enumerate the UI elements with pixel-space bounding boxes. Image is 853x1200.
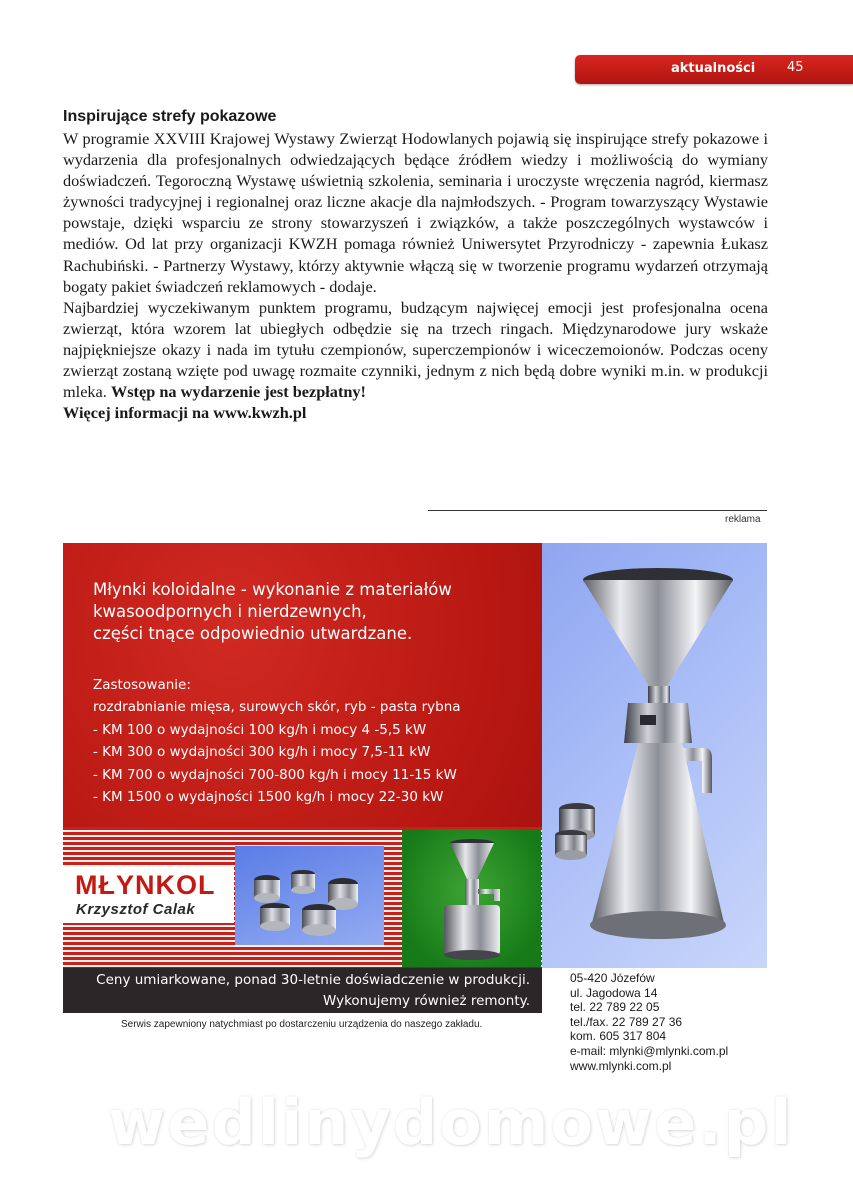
article-paragraph-2 xyxy=(63,297,768,402)
ad-label: reklama xyxy=(725,514,761,525)
usage-title: Zastosowanie: xyxy=(93,677,191,693)
advertisement xyxy=(63,543,767,1013)
contact-mobile: kom. 605 317 804 xyxy=(570,1029,667,1044)
ad-headline-line: Młynki koloidalne - wykonanie z materiałów xyxy=(93,580,452,599)
section-name: aktualności xyxy=(671,61,756,76)
logo-name: MŁYNKOL xyxy=(75,870,216,900)
model-item: - KM 100 o wydajności 100 kg/h i mocy 4 -5,5 kW xyxy=(93,721,427,738)
contact-street: ul. Jagodowa 14 xyxy=(570,985,658,1000)
ad-headline xyxy=(93,579,513,645)
machine-photo xyxy=(542,543,767,968)
section-header-tab xyxy=(575,55,853,84)
logo-owner: Krzysztof Calak xyxy=(76,901,196,918)
model-item: - KM 1500 o wydajności 1500 kg/h i mocy 22-30 kW xyxy=(93,789,444,806)
contact-email[interactable]: e-mail: mlynki@mlynki.com.pl xyxy=(570,1043,729,1058)
service-note: Serwis zapewniony natychmiast po dostarczeniu urządzenia do naszego zakładu. xyxy=(121,1019,483,1030)
ad-specifications xyxy=(93,674,523,808)
contact-block xyxy=(570,971,728,1073)
article-paragraph-2-text: Najbardziej wyczekiwanym punktem programu, budzącym najwięcej emocji jest profesjonalna ocena zwierząt, która wzorem lat ubiegłych odbędzie się na trzech ringach. Międzynarodowe jury wskaże najpiękniejsze okazy i nada im tytułu czempionów, superczempionów i wiceczemoionów. Podczas oceny zwierząt zostaną wzięte pod uwagę rozmaite czynniki, jednym z nich będą dobre wyniki m.in. w produkcji mleka. xyxy=(63,297,768,402)
article-paragraph-1: W programie XXVIII Krajowej Wystawy Zwierząt Hodowlanych pojawią się inspirujące strefy pokazowe i wydarzenia dla profesjonalnych odwiedzających będące źródłem wiedzy i możliwością do wymiany doświadczeń. Tegoroczną Wystawę uświetnią szkolenia, seminaria i uroczyste wręczenia nagród, kiermasz żywności tradycyjnej i regionalnej oraz liczne akacje dla najmłodszych. - Program towarzyszący Wystawie powstaje, dzięki wsparciu ze strony stowarzyszeń i związków, a także poszczególnych wystawców i mediów. Od lat przy organizacji KWZH pomaga również Uniwersytet Przyrodniczy - zapewnia Łukasz Rachubiński. - Partnerzy Wystawy, którzy aktywnie włączą się w tworzenie programu wydarzeń otrzymają bogaty pakiet świadczeń reklamowych - dodaje. xyxy=(63,129,768,296)
model-item: - KM 700 o wydajności 700-800 kg/h i mocy 11-15 kW xyxy=(93,766,457,783)
slogan-line-1: Ceny umiarkowane, ponad 30-letnie doświadczenie w produkcji. xyxy=(96,972,530,988)
ad-headline-line: kwasoodpornych i nierdzewnych, xyxy=(93,602,367,621)
contact-phone: tel. 22 789 22 05 xyxy=(570,1000,660,1015)
page-number: 45 xyxy=(787,60,804,75)
rings-icon xyxy=(235,846,384,945)
contact-postal: 05-420 Józefów xyxy=(570,971,655,985)
ad-headline-line: części tnące odpowiednio utwardzane. xyxy=(93,624,413,643)
colloid-mill-icon xyxy=(542,543,767,968)
watermark: wedlinydomowe.pl xyxy=(108,1086,794,1159)
ad-divider xyxy=(428,510,767,511)
model-item: - KM 300 o wydajności 300 kg/h i mocy 7,5-11 kW xyxy=(93,744,431,761)
free-entry-note: Wstęp na wydarzenie jest bezpłatny! xyxy=(110,382,366,402)
article-title: Inspirujące strefy pokazowe xyxy=(63,108,277,125)
contact-website[interactable]: www.mlynki.com.pl xyxy=(570,1058,672,1073)
article-body xyxy=(63,128,768,423)
company-logo xyxy=(63,867,234,923)
slogan-line-2: Wykonujemy również remonty. xyxy=(322,993,530,1009)
contact-fax: tel./fax. 22 789 27 36 xyxy=(570,1014,683,1029)
mill-small-icon xyxy=(402,829,541,967)
ad-slogan-bar xyxy=(63,968,542,1013)
usage-text: rozdrabnianie mięsa, surowych skór, ryb - pasta rybna xyxy=(93,699,461,716)
machine-small-photo xyxy=(402,829,541,967)
cutting-rings-photo xyxy=(235,846,384,945)
more-info-link[interactable]: Więcej informacji na www.kwzh.pl xyxy=(63,403,307,423)
